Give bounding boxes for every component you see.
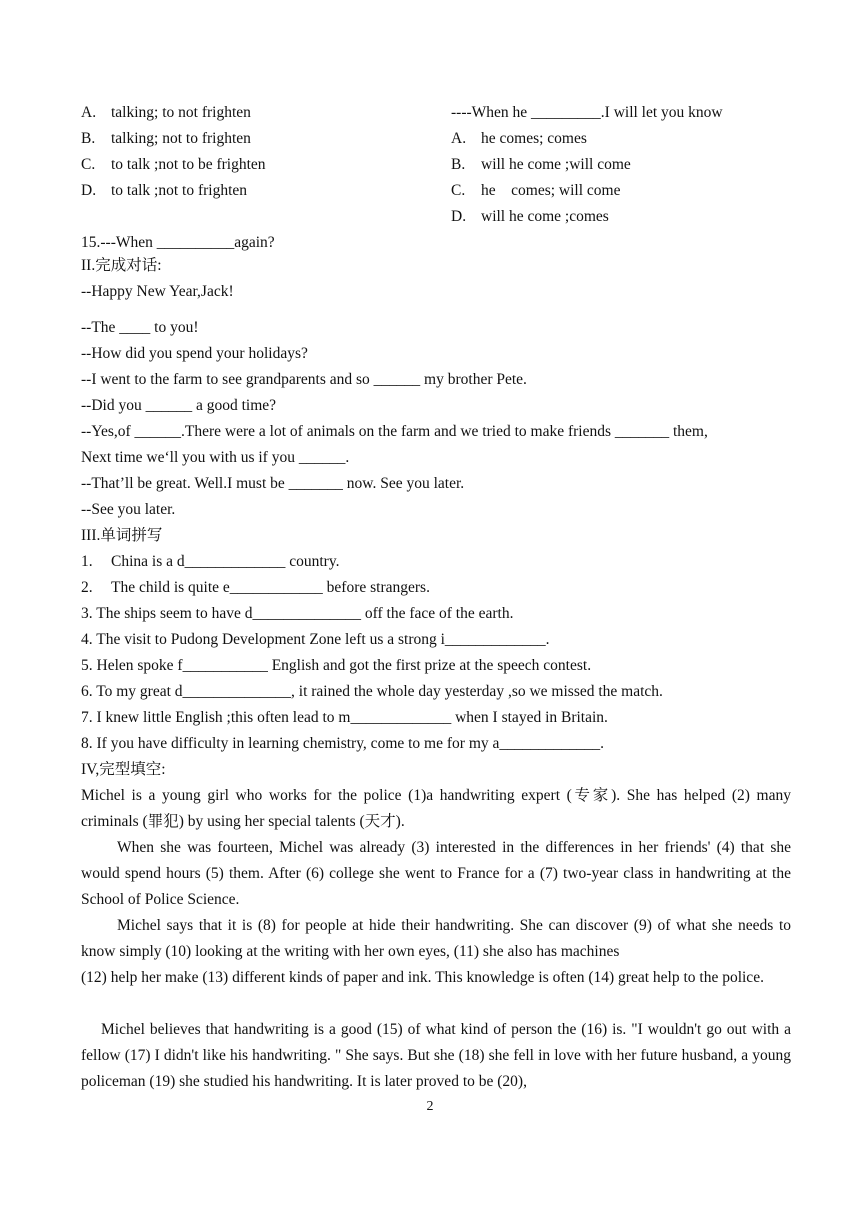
item-number: 1. — [81, 553, 93, 570]
section3-heading: III.单词拼写 — [81, 527, 163, 544]
option-letter: A. — [81, 104, 97, 121]
dialogue-line: --See you later. — [81, 501, 176, 518]
item-text: China is a d_____________ country. — [111, 553, 340, 570]
spelling-item: 3. The ships seem to have d______________ off the face of the earth. — [81, 605, 514, 622]
q14-option-d — [81, 181, 247, 201]
option-letter: B. — [451, 156, 466, 173]
section2-heading: II.完成对话: — [81, 257, 162, 274]
option-text: he comes; will come — [481, 182, 621, 199]
q15-answer-line: ----When he _________.I will let you know — [451, 104, 723, 121]
dialogue-line: --That’ll be great. Well.I must be _______ now. See you later. — [81, 475, 465, 492]
section4-heading: IV,完型填空: — [81, 761, 166, 778]
option-letter: B. — [81, 130, 96, 147]
dialogue-line: --How did you spend your holidays? — [81, 345, 308, 362]
cloze-paragraph-4: Michel believes that handwriting is a good (15) of what kind of person the (16) is. "I wouldn't go out with a fellow (17) I didn't like his handwriting. " She says. But she (18) she fell in love with her future husband, a young policeman (19) she studied his handwriting. It is later proved to be (20), — [81, 1021, 791, 1090]
option-text: to talk ;not to be frighten — [111, 156, 266, 173]
spelling-item: 4. The visit to Pudong Development Zone left us a strong i_____________. — [81, 631, 550, 648]
option-text: will he come ;comes — [481, 208, 609, 225]
q15-option-a — [451, 129, 587, 149]
q15-option-c — [451, 181, 620, 201]
dialogue-line: --Yes,of ______.There were a lot of animals on the farm and we tried to make friends _______ them, — [81, 423, 708, 440]
dialogue-line: --Happy New Year,Jack! — [81, 283, 234, 300]
dialogue-line: --I went to the farm to see grandparents and so ______ my brother Pete. — [81, 371, 527, 388]
q15-stem: 15.---When __________again? — [81, 234, 275, 251]
option-letter: A. — [451, 130, 467, 147]
option-text: talking; to not frighten — [111, 104, 251, 121]
dialogue-line: Next time we‘ll you with us if you ______. — [81, 449, 350, 466]
spelling-item: 8. If you have difficulty in learning chemistry, come to me for my a_____________. — [81, 735, 605, 752]
cloze-paragraph-3a: Michel says that it is (8) for people at hide their handwriting. She can discover (9) of what she needs to know simply (10) looking at the writing with her own eyes, (11) she also has machines — [81, 917, 791, 960]
q15-option-d — [451, 207, 609, 227]
q15-option-b — [451, 155, 631, 175]
option-text: talking; not to frighten — [111, 130, 251, 147]
option-letter: C. — [81, 156, 96, 173]
item-text: The child is quite e____________ before strangers. — [111, 579, 430, 596]
dialogue-line: --Did you ______ a good time? — [81, 397, 277, 414]
cloze-paragraph-3b: (12) help her make (13) different kinds of paper and ink. This knowledge is often (14) great help to the police. — [81, 969, 764, 986]
cloze-paragraph-2: When she was fourteen, Michel was already (3) interested in the differences in her friends' (4) that she would spend hours (5) them. After (6) college she went to France for a (7) two-year class in handwriting at the School of Police Science. — [81, 839, 791, 908]
q14-option-c — [81, 155, 266, 175]
dialogue-line: --The ____ to you! — [81, 319, 199, 336]
page-number: 2 — [426, 1099, 434, 1114]
q14-option-a — [81, 103, 251, 123]
option-letter: D. — [81, 182, 97, 199]
option-text: will he come ;will come — [481, 156, 631, 173]
option-letter: C. — [451, 182, 466, 199]
q14-option-b — [81, 129, 251, 149]
spelling-item — [81, 578, 430, 598]
spelling-item: 6. To my great d______________, it rained the whole day yesterday ,so we missed the match. — [81, 683, 663, 700]
spelling-item: 5. Helen spoke f___________ English and got the first prize at the speech contest. — [81, 657, 592, 674]
spelling-item — [81, 552, 339, 572]
option-letter: D. — [451, 208, 467, 225]
item-number: 2. — [81, 579, 93, 596]
cloze-paragraph-1: Michel is a young girl who works for the police (1)a handwriting expert (专家). She has helped (2) many criminals (罪犯) by using her special talents (天才). — [81, 787, 791, 830]
spelling-item: 7. I knew little English ;this often lead to m_____________ when I stayed in Britain. — [81, 709, 608, 726]
option-text: to talk ;not to frighten — [111, 182, 248, 199]
option-text: he comes; comes — [481, 130, 587, 147]
